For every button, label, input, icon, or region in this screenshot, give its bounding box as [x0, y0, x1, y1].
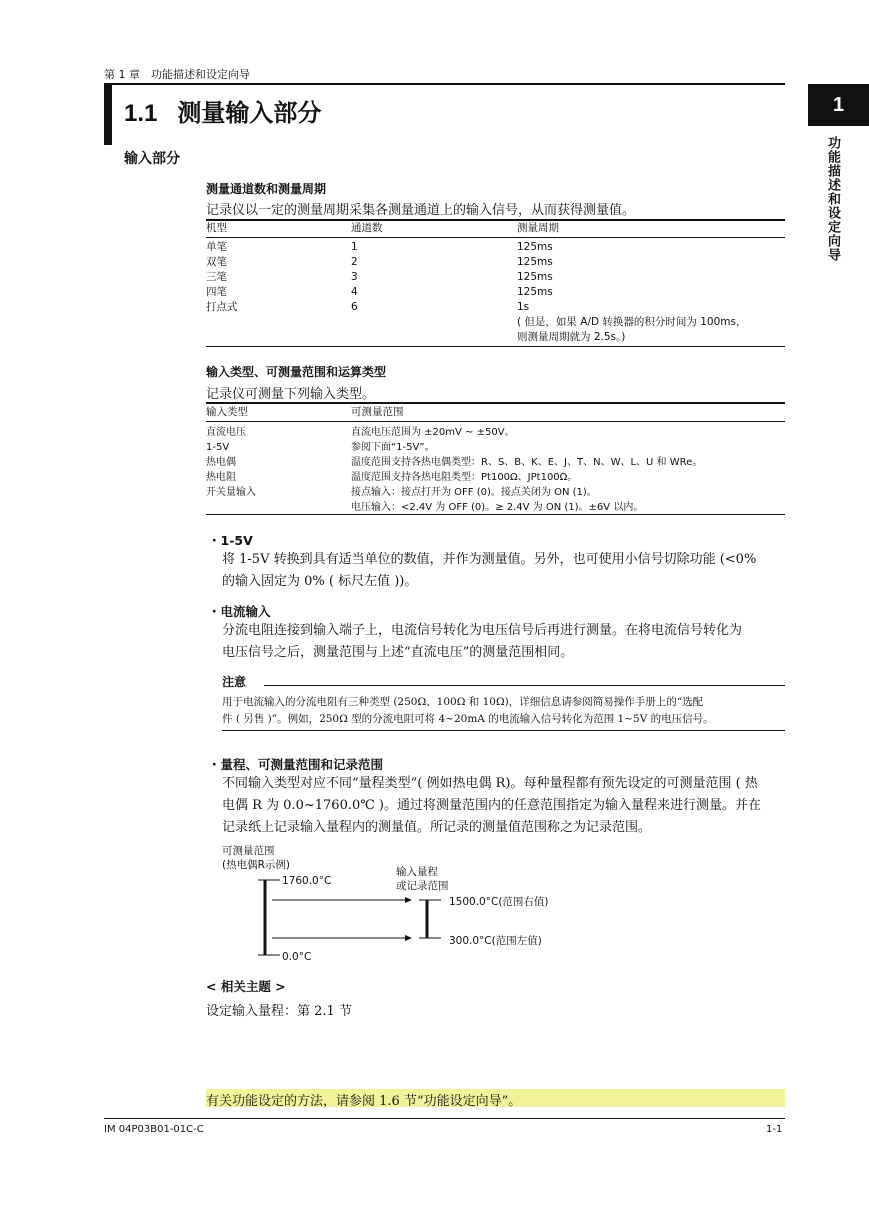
- table-cell: 四笔: [206, 286, 227, 298]
- diagram-top-value: 1760.0°C: [282, 875, 332, 887]
- footer-highlight-text: 有关功能设定的方法，请参阅 1.6 节“功能设定向导”。: [206, 1094, 522, 1109]
- table-bottom-rule: [206, 514, 785, 515]
- table-cell-note: ( 但是，如果 A/D 转换器的积分时间为 100ms，: [517, 316, 747, 328]
- footer-highlight-box: [206, 1089, 785, 1107]
- table-cell: 双笔: [206, 256, 227, 268]
- diagram-right-top-value: 1500.0°C(范围右值): [449, 896, 549, 908]
- diagram-left-label: 可测量范围: [222, 845, 275, 857]
- table-cell: 1-5V: [206, 442, 230, 453]
- paragraph-line: 记录纸上记录输入量程内的测量值。所记录的测量值范围称之为记录范围。: [222, 820, 652, 835]
- paragraph-line: 不同输入类型对应不同“量程类型”( 例如热电偶 R)。每种量程都有预先设定的可测量范围 ( 热: [222, 776, 758, 791]
- table-cell: 直流电压范围为 ±20mV ~ ±50V。: [351, 427, 515, 438]
- v15-heading: ・1-5V: [208, 533, 253, 548]
- related-heading: < 相关主题 >: [206, 979, 286, 994]
- note-top-rule: [264, 685, 785, 686]
- note-line: 用于电流输入的分流电阻有三种类型 (250Ω、100Ω 和 10Ω)，详细信息请参阅简易操作手册上的“选配: [222, 696, 704, 708]
- paragraph-line: 的输入固定为 0% ( 标尺左值 ))。: [222, 574, 418, 589]
- diagram-bottom-value: 0.0°C: [282, 951, 312, 963]
- table-cell: 1s: [517, 301, 530, 313]
- table-cell: 3: [351, 271, 358, 283]
- table-cell: 温度范围支持各热电偶类型：R、S、B、K、E、J、T、N、W、L、U 和 WRe。: [351, 457, 703, 468]
- paragraph-line: 电偶 R 为 0.0~1760.0℃ )。通过将测量范围内的任意范围指定为输入量程来进行测量。并在: [222, 798, 761, 813]
- paragraph-line: 电压信号之后，测量范围与上述“直流电压”的测量范围相同。: [222, 645, 574, 660]
- diagram-right-label: 输入量程: [396, 866, 438, 878]
- channels-intro: 记录仪以一定的测量周期采集各测量通道上的输入信号，从而获得测量值。: [206, 203, 636, 218]
- channels-table-body: [206, 240, 785, 345]
- table-cell: 125ms: [517, 241, 553, 253]
- table-cell: 1: [351, 241, 358, 253]
- note-line: 件 ( 另售 )”。例如，250Ω 型的分流电阻可将 4~20mA 的电流输入信号转化为范围 1~5V 的电压信号。: [222, 713, 714, 725]
- arrow-bottom-head: [405, 935, 412, 941]
- table-top-rule: [206, 402, 785, 404]
- table-cell: 开关量输入: [206, 487, 256, 498]
- related-link[interactable]: 设定输入量程：第 2.1 节: [206, 1004, 352, 1019]
- input-types-heading: 输入类型、可测量范围和运算类型: [206, 365, 387, 379]
- input-types-table-header: [206, 405, 785, 421]
- table-cell: 三笔: [206, 271, 227, 283]
- table-cell: 电压输入：<2.4V 为 OFF (0)。≥ 2.4V 为 ON (1)。±6V 以内。: [351, 502, 644, 513]
- note-bottom-rule: [222, 730, 785, 731]
- table-cell: 热电阻: [206, 472, 236, 483]
- page-title: [124, 93, 321, 128]
- section-title-text: 测量输入部分: [177, 100, 322, 127]
- table-header-rule: [206, 421, 785, 422]
- section-number: 1.1: [124, 100, 158, 127]
- v15-paragraph: [222, 549, 785, 593]
- current-paragraph: [222, 620, 785, 664]
- note-label: 注意: [222, 675, 247, 689]
- table-cell: 2: [351, 256, 358, 268]
- span-paragraph: [222, 773, 785, 839]
- table-bottom-rule: [206, 346, 785, 347]
- table-cell: 125ms: [517, 256, 553, 268]
- footer-rule: [104, 1118, 785, 1119]
- column-header: 通道数: [351, 222, 383, 234]
- column-header: 可测量范围: [351, 406, 404, 418]
- table-cell: 热电偶: [206, 457, 236, 468]
- current-heading: ・电流输入: [208, 604, 271, 619]
- column-header: 测量周期: [517, 222, 559, 234]
- input-types-table-body: [206, 425, 785, 515]
- channels-heading: 测量通道数和测量周期: [206, 182, 327, 196]
- chapter-header: 第 1 章 功能描述和设定向导: [104, 68, 250, 81]
- header-rule: [104, 83, 785, 85]
- table-cell: 温度范围支持各热电阻类型：Pt100Ω、JPt100Ω。: [351, 472, 578, 483]
- diagram-right-bottom-value: 300.0°C(范围左值): [449, 935, 542, 947]
- chapter-tab-number: 1: [808, 84, 869, 126]
- span-heading: ・量程、可测量范围和记录范围: [208, 757, 384, 772]
- arrow-top-head: [405, 897, 412, 903]
- diagram-right-label: 或记录范围: [396, 880, 449, 892]
- input-types-intro: 记录仪可测量下列输入类型。: [206, 387, 376, 402]
- table-cell: 打点式: [206, 301, 238, 313]
- document-code: IM 04P03B01-01C-C: [104, 1124, 204, 1135]
- table-cell: 单笔: [206, 241, 227, 253]
- table-cell: 参阅下面“1-5V”。: [351, 442, 435, 453]
- title-marker-bar: [104, 85, 112, 145]
- table-cell: 4: [351, 286, 358, 298]
- channels-table-header: [206, 221, 785, 237]
- diagram-lines: [222, 843, 562, 967]
- table-cell-note: 则测量周期就为 2.5s。): [517, 331, 626, 343]
- table-cell: 6: [351, 301, 358, 313]
- note-text: [222, 694, 785, 728]
- page-number: 1-1: [766, 1124, 783, 1135]
- paragraph-line: 将 1-5V 转换到具有适当单位的数值，并作为测量值。另外，也可使用小信号切除功能 (<0%: [222, 552, 757, 567]
- table-cell: 接点输入：接点打开为 OFF (0)。接点关闭为 ON (1)。: [351, 487, 597, 498]
- table-header-rule: [206, 237, 785, 238]
- table-cell: 125ms: [517, 271, 553, 283]
- table-cell: 直流电压: [206, 427, 246, 438]
- diagram-left-label: (热电偶R示例): [222, 859, 290, 871]
- chapter-tab-text: 功能描述和设定向导: [825, 136, 840, 262]
- column-header: 输入类型: [206, 406, 248, 418]
- table-cell: 125ms: [517, 286, 553, 298]
- range-diagram: [222, 843, 562, 967]
- sub-heading: 输入部分: [124, 151, 180, 167]
- paragraph-line: 分流电阻连接到输入端子上，电流信号转化为电压信号后再进行测量。在将电流信号转化为: [222, 623, 743, 638]
- column-header: 机型: [206, 222, 227, 234]
